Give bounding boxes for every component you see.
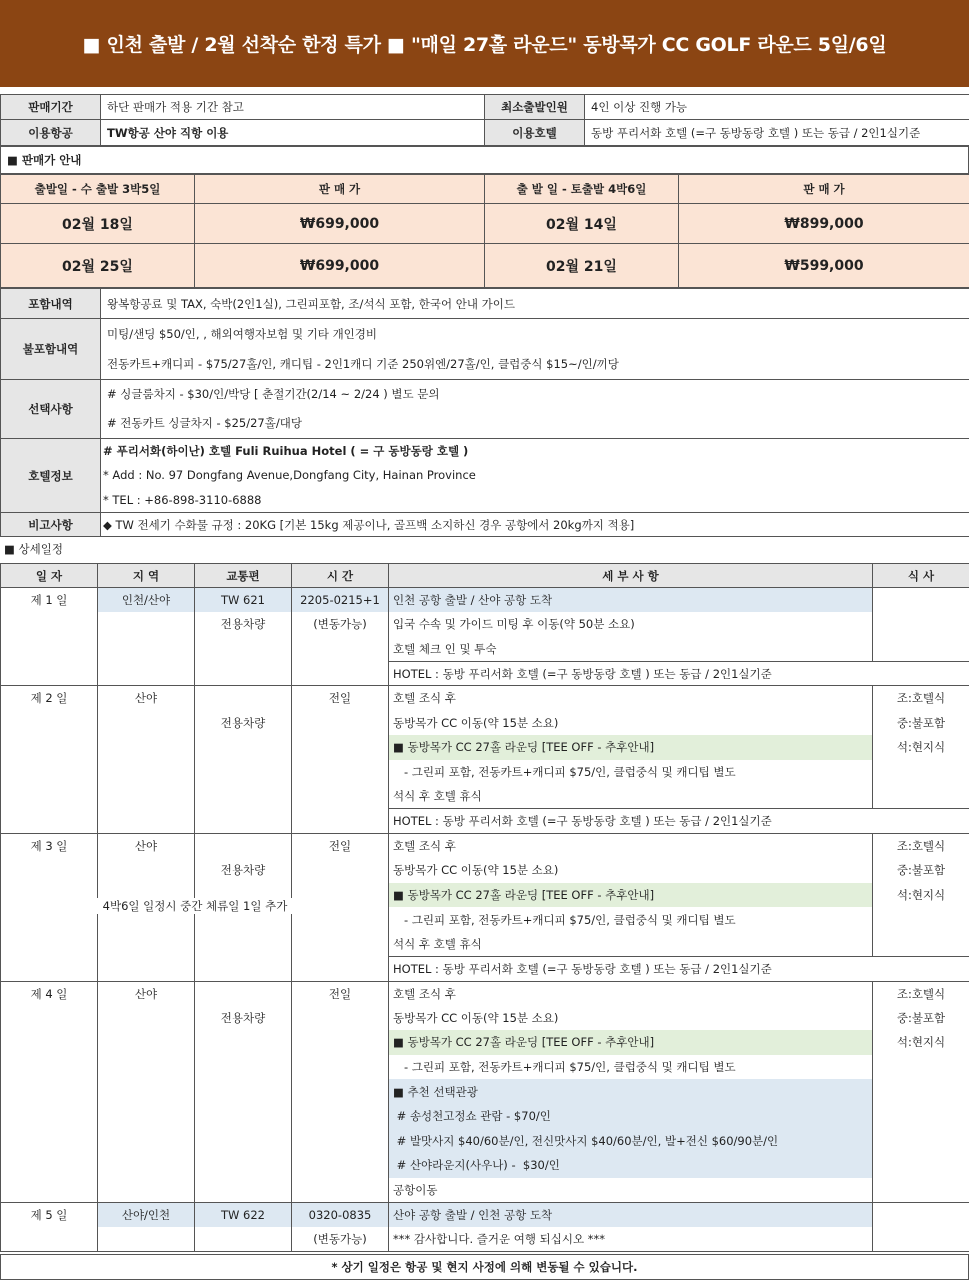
detail-line: ■ 동방목가 CC 27홀 라운딩 [TEE OFF - 추후안내] [389,735,873,760]
hotel-line: HOTEL : 동방 푸리서화 호텔 (=구 동방동랑 호텔 ) 또는 동급 / 2인1실기준 [389,661,969,686]
price-value: ₩599,000 [679,244,969,288]
option-tour-line: # 발맛사지 $40/60분/인, 전신맛사지 $40/60분/인, 발+전신 $60/90분/인 [389,1129,873,1154]
option-tour-line: # 산야라운지(사우나) - $30/인 [389,1153,873,1178]
info-table [0,94,969,146]
day3-note: 4박6일 일정시 중간 체류일 1일 추가 [90,898,300,914]
detail-line: - 그린피 포함, 전동카트+캐디피 $75/인, 클럽중식 및 캐디팁 별도 [389,760,873,785]
time: 전일 [292,686,389,711]
detail-line: 인천 공항 출발 / 산야 공항 도착 [389,588,873,613]
detail-line: 동방목가 CC 이동(약 15분 소요) [389,1006,873,1031]
col-day: 일 자 [1,564,98,588]
sale-period-value: 하단 판매가 적용 기간 참고 [101,95,485,120]
detail-line: ■ 동방목가 CC 27홀 라운딩 [TEE OFF - 추후안내] [389,1030,873,1055]
detail-line: 호텔 조식 후 [389,833,873,858]
price-section-title: ■ 판매가 안내 [0,146,969,174]
price-table [0,174,969,288]
hotelinfo-values [101,439,969,513]
region: 산야 [98,981,195,1006]
detail-line: 산야 공항 출발 / 인천 공항 도착 [389,1202,873,1227]
day-label: 제 3 일 [1,833,98,858]
day-label: 제 1 일 [1,588,98,613]
sale-period-label: 판매기간 [1,95,101,120]
time: 전일 [292,981,389,1006]
hotel-line: HOTEL : 동방 푸리서화 호텔 (=구 동방동랑 호텔 ) 또는 동급 / 2인1실기준 [389,809,969,834]
option-tour-title: ■ 추천 선택관광 [389,1079,873,1104]
footer-note: * 상기 일정은 항공 및 현지 사정에 의해 변동될 수 있습니다. [0,1254,969,1280]
day-label: 제 5 일 [1,1202,98,1227]
price-header-price-a: 판 매 가 [195,175,485,204]
region: 산야 [98,686,195,711]
option-line: # 전동카트 싱글차지 - $25/27홀/대당 [107,416,302,430]
detail-line: - 그린피 포함, 전동카트+캐디피 $75/인, 클럽중식 및 캐디팁 별도 [389,1055,873,1080]
exclude-values [101,319,969,380]
price-header-dep-a: 출발일 - 수 출발 3박5일 [1,175,195,204]
option-tour-line: # 송성천고정쇼 관람 - $70/인 [389,1104,873,1129]
detail-line: - 그린피 포함, 전동카트+캐디피 $75/인, 클럽중식 및 캐디팁 별도 [389,907,873,932]
price-value: ₩899,000 [679,204,969,244]
time: 0320-0835 [292,1202,389,1227]
hotel-line: HOTEL : 동방 푸리서화 호텔 (=구 동방동랑 호텔 ) 또는 동급 / 2인1실기준 [389,956,969,981]
min-people-label: 최소출발인원 [485,95,585,120]
exclude-label: 불포함내역 [1,319,101,380]
time-note: (변동가능) [292,612,389,637]
option-line: # 싱글룸차지 - $30/인/박당 [ 춘절기간(2/14 ~ 2/24 ) 별도 문의 [107,387,440,401]
exclude-line: 전동카트+캐디피 - $75/27홀/인, 캐디팁 - 2인1캐디 기준 250위엔/27홀/인, 클럽중식 $15~/인/끼당 [107,357,619,371]
meal: 석:현지식 [873,1030,969,1055]
detail-line: 석식 후 호텔 휴식 [389,932,873,957]
hotel-value: 동방 푸리서화 호텔 (=구 동방동랑 호텔 ) 또는 동급 / 2인1실기준 [585,120,969,146]
day-label: 제 2 일 [1,686,98,711]
vehicle: 전용차량 [195,1006,292,1031]
price-header-dep-b: 출 발 일 - 토출발 4박6일 [485,175,679,204]
exclude-line: 미팅/샌딩 $50/인, , 해외여행자보험 및 기타 개인경비 [107,327,378,341]
hotelinfo-address: * Add : No. 97 Dongfang Avenue,Dongfang City, Hainan Province [103,468,476,482]
option-values [101,380,969,439]
price-header-price-b: 판 매 가 [679,175,969,204]
flight: TW 621 [195,588,292,613]
remark-label: 비고사항 [1,513,101,537]
col-meal: 식 사 [873,564,969,588]
detail-line: 호텔 체크 인 및 투숙 [389,637,873,662]
meal: 석:현지식 [873,883,969,908]
details-table [0,288,969,537]
region: 산야/인천 [98,1202,195,1227]
airline-value: TW항공 산야 직항 이용 [101,120,485,146]
airline-label: 이용항공 [1,120,101,146]
time: 전일 [292,833,389,858]
detail-line: 호텔 조식 후 [389,981,873,1006]
detail-line: *** 감사합니다. 즐거운 여행 되십시오 *** [389,1227,873,1252]
time: 2205-0215+1 [292,588,389,613]
region: 인천/산야 [98,588,195,613]
meal [873,588,969,613]
include-label: 포함내역 [1,289,101,319]
meal: 석:현지식 [873,735,969,760]
min-people-value: 4인 이상 진행 가능 [585,95,969,120]
flight: TW 622 [195,1202,292,1227]
remark-value: ◆ TW 전세기 수화물 규정 : 20KG [기본 15kg 제공이나, 골프백 소지하신 경우 공항에서 20kg까지 적용] [101,513,969,537]
col-detail: 세 부 사 항 [389,564,873,588]
price-date: 02월 25일 [1,244,195,288]
day-label: 제 4 일 [1,981,98,1006]
price-date: 02월 14일 [485,204,679,244]
schedule-section-title: ■ 상세일정 [4,542,63,556]
hotel-label: 이용호텔 [485,120,585,146]
region: 산야 [98,833,195,858]
meal: 조:호텔식 [873,833,969,858]
hotelinfo-tel: * TEL : +86-898-3110-6888 [103,493,262,507]
meal: 중:불포함 [873,710,969,735]
detail-line: 호텔 조식 후 [389,686,873,711]
option-label: 선택사항 [1,380,101,439]
hotelinfo-label: 호텔정보 [1,439,101,513]
detail-line: 석식 후 호텔 휴식 [389,784,873,809]
detail-line: 공항이동 [389,1178,873,1203]
page-title: ■ 인천 출발 / 2월 선착순 한정 특가 ■ "매일 27홀 라운드" 동방목가 CC GOLF 라운드 5일/6일 [0,0,969,87]
include-value: 왕복항공료 및 TAX, 숙박(2인1실), 그린피포함, 조/석식 포함, 한국어 안내 가이드 [101,289,969,319]
hotelinfo-name: # 푸리서화(하이난) 호텔 Fuli Ruihua Hotel ( = 구 동방동랑 호텔 ) [103,444,469,458]
meal: 조:호텔식 [873,686,969,711]
meal: 중:불포함 [873,1006,969,1031]
col-region: 지 역 [98,564,195,588]
price-value: ₩699,000 [195,244,485,288]
vehicle: 전용차량 [195,612,292,637]
col-transport: 교통편 [195,564,292,588]
detail-line: 동방목가 CC 이동(약 15분 소요) [389,858,873,883]
meal: 중:불포함 [873,858,969,883]
price-date: 02월 18일 [1,204,195,244]
detail-line: ■ 동방목가 CC 27홀 라운딩 [TEE OFF - 추후안내] [389,883,873,908]
price-date: 02월 21일 [485,244,679,288]
time-note: (변동가능) [292,1227,389,1252]
detail-line: 동방목가 CC 이동(약 15분 소요) [389,710,873,735]
vehicle: 전용차량 [195,858,292,883]
col-time: 시 간 [292,564,389,588]
price-value: ₩699,000 [195,204,485,244]
vehicle: 전용차량 [195,710,292,735]
detail-line: 입국 수속 및 가이드 미팅 후 이동(약 50분 소요) [389,612,873,637]
meal: 조:호텔식 [873,981,969,1006]
